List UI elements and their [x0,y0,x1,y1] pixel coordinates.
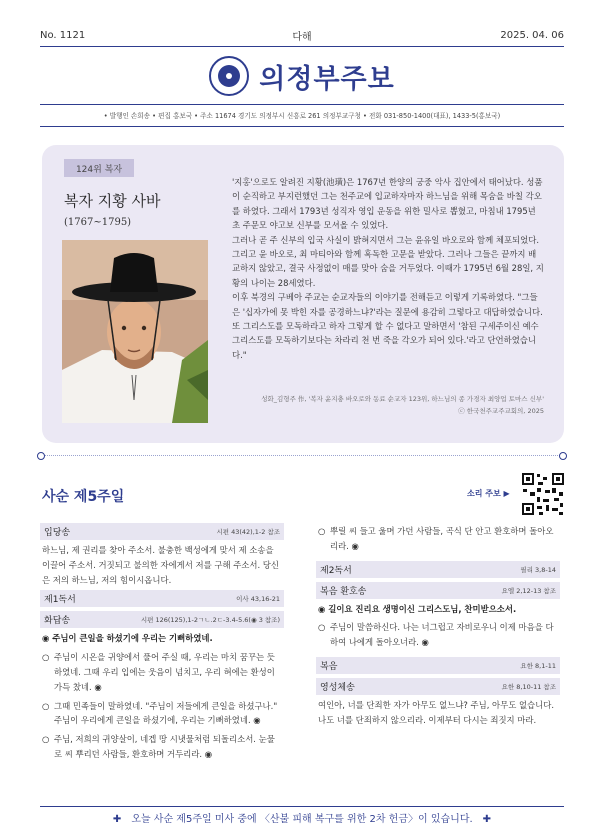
issue-date: 2025. 04. 06 [500,29,564,41]
verse-marker-icon: ○ [42,652,50,663]
scripture-ref: 요엘 2,12-13 참조 [501,586,556,595]
scripture-ref: 요한 8,10-11 참조 [501,682,556,691]
scripture-ref: 이사 43,16-21 [236,595,280,604]
artwork-caption: 성화_김형주 作, '복자 윤지충 바오로와 동료 순교자 123위, 하느님의 종 가경자 최양업 토마스 신부' [261,395,544,403]
right-column [316,523,560,731]
saint-panel [42,145,564,443]
psalm-verse [40,731,284,765]
newsletter-title: 의정부주보 [259,63,395,95]
verse-text: 주님, 저희의 귀양살이, 네겝 땅 시냇물처럼 되돌리소서. 눈물로 씨 뿌리던 사람들, 환호하며 거두리라. ◉ [54,734,275,759]
psalm-verse [40,649,284,697]
saint-portrait [62,240,208,423]
notice-text: 오늘 사순 제5주일 미사 중에 〈산불 피해 복구를 위한 2차 헌금〉이 있습니다. [131,814,473,825]
entrance-antiphon-text: 하느님, 제 권리를 찾아 주소서. 불충한 백성에게 맞서 제 소송을 이끌어 주소서. 거짓되고 불의한 자에게서 저를 구해 주소서. 당신은 저의 하느님, 저의 힘이시옵니다. [42,545,279,585]
verse-marker-icon: ○ [318,526,326,536]
top-bar [40,26,564,44]
footer-notice [0,810,604,825]
saint-biography [232,175,544,362]
psalm-response: ◉ 주님이 큰일을 하셨기에 우리는 기뻐하였네. [42,633,213,644]
section-label: 복음 환호송 [320,586,367,597]
verse-marker-icon: ○ [42,734,50,745]
second-reading-header [316,561,560,578]
verse-marker-icon: ○ [42,700,50,711]
footer-rule [40,806,564,807]
section-label: 제2독서 [320,565,352,576]
scripture-ref: 시편 43(42),1-2 참조 [216,528,280,536]
info-rule [40,126,564,127]
divider-cap [37,452,45,460]
section-divider [40,455,564,456]
bio-paragraph: '지홍'으로도 알려진 지황(池璜)은 1767년 한양의 궁중 악사 집안에서 태어났다. 성품이 순직하고 부지런했던 그는 천주교에 입교하자마자 하느님을 위해 목숨을 바칠 각오를 하였다. 그래서 1793년 성직자 영입 운동을 위한 밀사로 뽑혔고, 마침내 1795년 초 주문모 야고보 신부를 모셔올 수 있었다. [232,177,543,231]
acclamation-verse [316,619,560,653]
copyright-line: ⓒ 한국천주교주교회의, 2025 [458,407,544,415]
section-label: 제1독서 [44,595,76,606]
cross-icon: ✚ [482,814,492,825]
scripture-ref: 필리 3,8-14 [520,565,556,574]
section-label: 화답송 [44,616,71,627]
gospel-acclamation-header [316,582,560,599]
masthead-rule [40,104,564,105]
verse-text: 주님이 시온을 귀양에서 풀어 주실 때, 우리는 마치 꿈꾸는 듯하였네. 그때 우리 입에는 웃음이 넘치고, 우리 혀에는 환성이 가득 찼네. ◉ [54,652,275,692]
acclamation-response: ◉ 길이요 진리요 생명이신 그리스도님, 찬미받으소서. [318,603,517,614]
scripture-ref: 시편 126(125),1-2ㄱㄴ.2ㄷ-3.4-5.6(◉ 3 참조) [140,616,280,625]
bio-paragraph: 이후 북경의 구베아 주교는 순교자들의 이야기를 전해듣고 이렇게 기록하였다. "그들은 '십자가에 못 박힌 자를 공경하느냐?'라는 질문에 용감히 그렇다고 대답하였습니다. 또 그리스도를 모독하라고 하자 그렇게 할 수 없다고 말하면서 '참된 구세주이신 예수 그리스도를 모독하기보다는 차라리 천 번 죽을 각오가 되어 있다.'라고 단언하였습니다." [232,292,543,360]
section-label: 복음 [320,661,338,672]
liturgical-week-title: 사순 제5주일 [42,489,125,505]
bio-paragraph: 그러나 곧 주 신부의 입국 사실이 밝혀지면서 그는 윤유일 바오로와 함께 체포되었다. 그리고 윤 바오로, 최 마티아와 함께 혹독한 고문을 받았다. 그러나 그들은 끝까지 배교하지 않았고, 결국 사정없이 매를 맞아 숨을 거두었다. 이때가 1795년 6월 28일, 지황의 나이는 28세였다. [232,234,544,288]
psalm-verse [316,523,560,557]
diocese-seal-icon [209,56,249,96]
verse-text: 주님이 말씀하신다. 나는 너그럽고 자비로우니 이제 마음을 다하여 나에게 돌아오너라. ◉ [330,622,554,648]
audio-bulletin-link[interactable]: 소리 주보 ▶ [467,489,510,498]
verse-text: 그때 민족들이 말하였네. "주님이 저들에게 큰일을 하셨구나." 주님이 우리에게 큰일을 하셨기에, 우리는 기뻐하였네. ◉ [54,700,278,726]
psalm-header [40,611,284,628]
section-label: 입당송 [44,528,71,538]
masthead [0,54,604,98]
left-column [40,523,284,765]
liturgical-year: 다해 [292,31,312,43]
scripture-ref: 요한 8,1-11 [520,661,556,670]
saint-name: 복자 지황 사바 [64,192,161,210]
qr-code-icon[interactable] [521,472,565,516]
saint-years: (1767~1795) [64,217,132,228]
publication-info: • 발행인 손희송 • 편집 홍보국 • 주소 11674 경기도 의정부시 신흥로 261 의정부교구청 • 전화 031-850-1400(대표), 1433-5(홍보국) [103,112,501,120]
communion-antiphon-header [316,678,560,695]
artwork-credit [232,393,544,417]
saint-rank-badge: 124위 복자 [64,159,134,177]
section-label: 영성체송 [320,682,355,693]
communion-antiphon-text: 여인아, 너를 단죄한 자가 아무도 없느냐? 주님, 아무도 없습니다. 나도 너를 단죄하지 않으리라. 이제부터 다시는 죄짓지 마라. [318,699,554,725]
cross-icon: ✚ [112,814,122,825]
issue-number: No. 1121 [40,29,86,41]
psalm-verse [40,698,284,732]
divider-cap [559,452,567,460]
verse-marker-icon: ○ [318,622,326,633]
first-reading-header [40,590,284,607]
gospel-header [316,657,560,674]
verse-text: 뿌릴 씨 들고 울며 가던 사람들, 곡식 단 안고 환호하며 돌아오리라. ◉ [330,526,554,551]
entrance-antiphon-header [40,523,284,540]
top-rule [40,46,564,47]
